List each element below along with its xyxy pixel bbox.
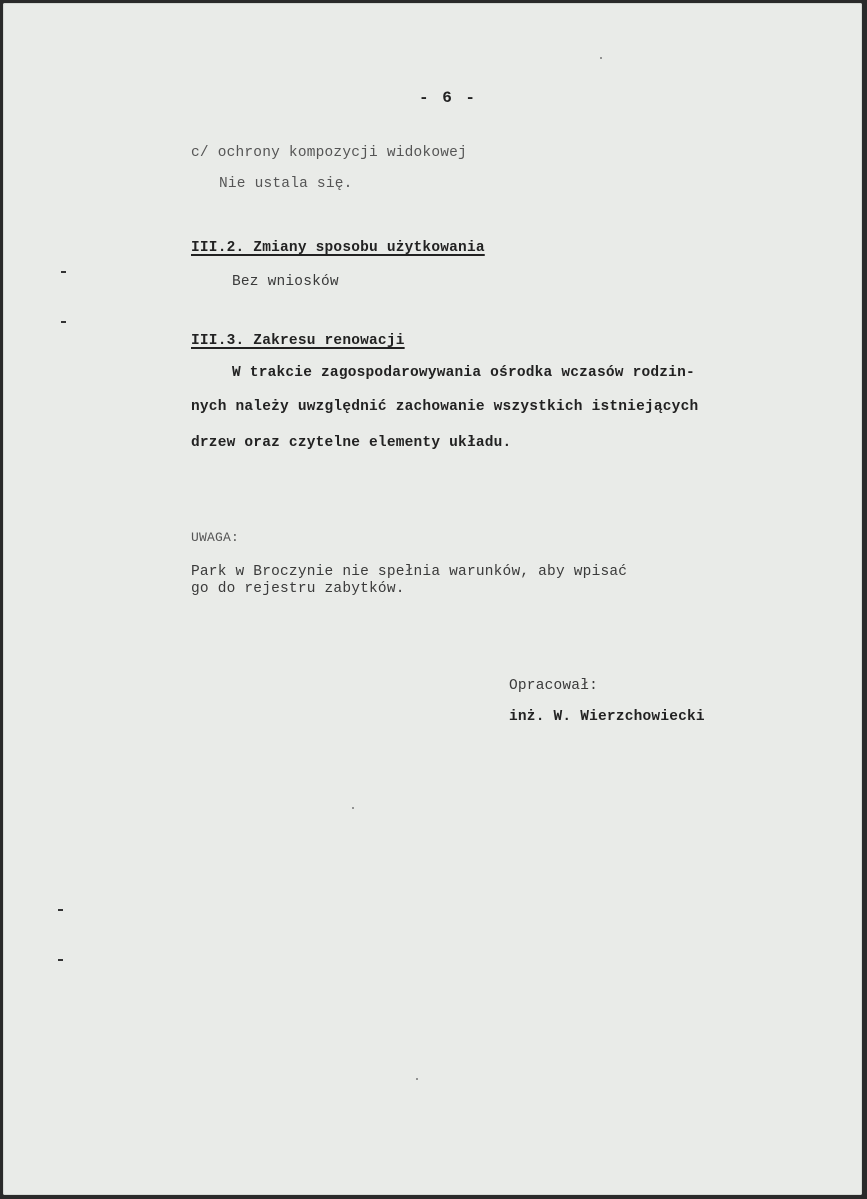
document-page: [3, 3, 862, 1195]
paper-speck: [600, 57, 602, 59]
section-c-text: Nie ustala się.: [219, 176, 353, 192]
margin-mark: [58, 909, 63, 911]
section-III2-text: Bez wniosków: [232, 274, 339, 290]
signature-name: inż. W. Wierzchowiecki: [509, 709, 705, 725]
note-line-2: go do rejestru zabytków.: [191, 581, 405, 597]
page-number: - 6 -: [419, 89, 478, 107]
margin-mark: [61, 321, 66, 323]
section-III3-line-3: drzew oraz czytelne elementy układu.: [191, 435, 512, 451]
note-label: UWAGA:: [191, 530, 240, 545]
margin-mark: [61, 271, 66, 273]
paper-speck: [416, 1078, 418, 1080]
note-line-1: Park w Broczynie nie spełnia warunków, aby wpisać: [191, 564, 628, 580]
paper-speck: [352, 807, 354, 809]
section-III3-heading: III.3. Zakresu renowacji: [191, 333, 405, 349]
signature-label: Opracował:: [509, 678, 599, 694]
section-III2-heading: III.2. Zmiany sposobu użytkowania: [191, 240, 485, 256]
margin-mark: [58, 959, 63, 961]
section-III3-line-1: W trakcie zagospodarowywania ośrodka wczasów rodzin-: [232, 365, 695, 381]
section-III3-line-2: nych należy uwzględnić zachowanie wszystkich istniejących: [191, 399, 699, 415]
section-c-heading: c/ ochrony kompozycji widokowej: [191, 145, 467, 161]
